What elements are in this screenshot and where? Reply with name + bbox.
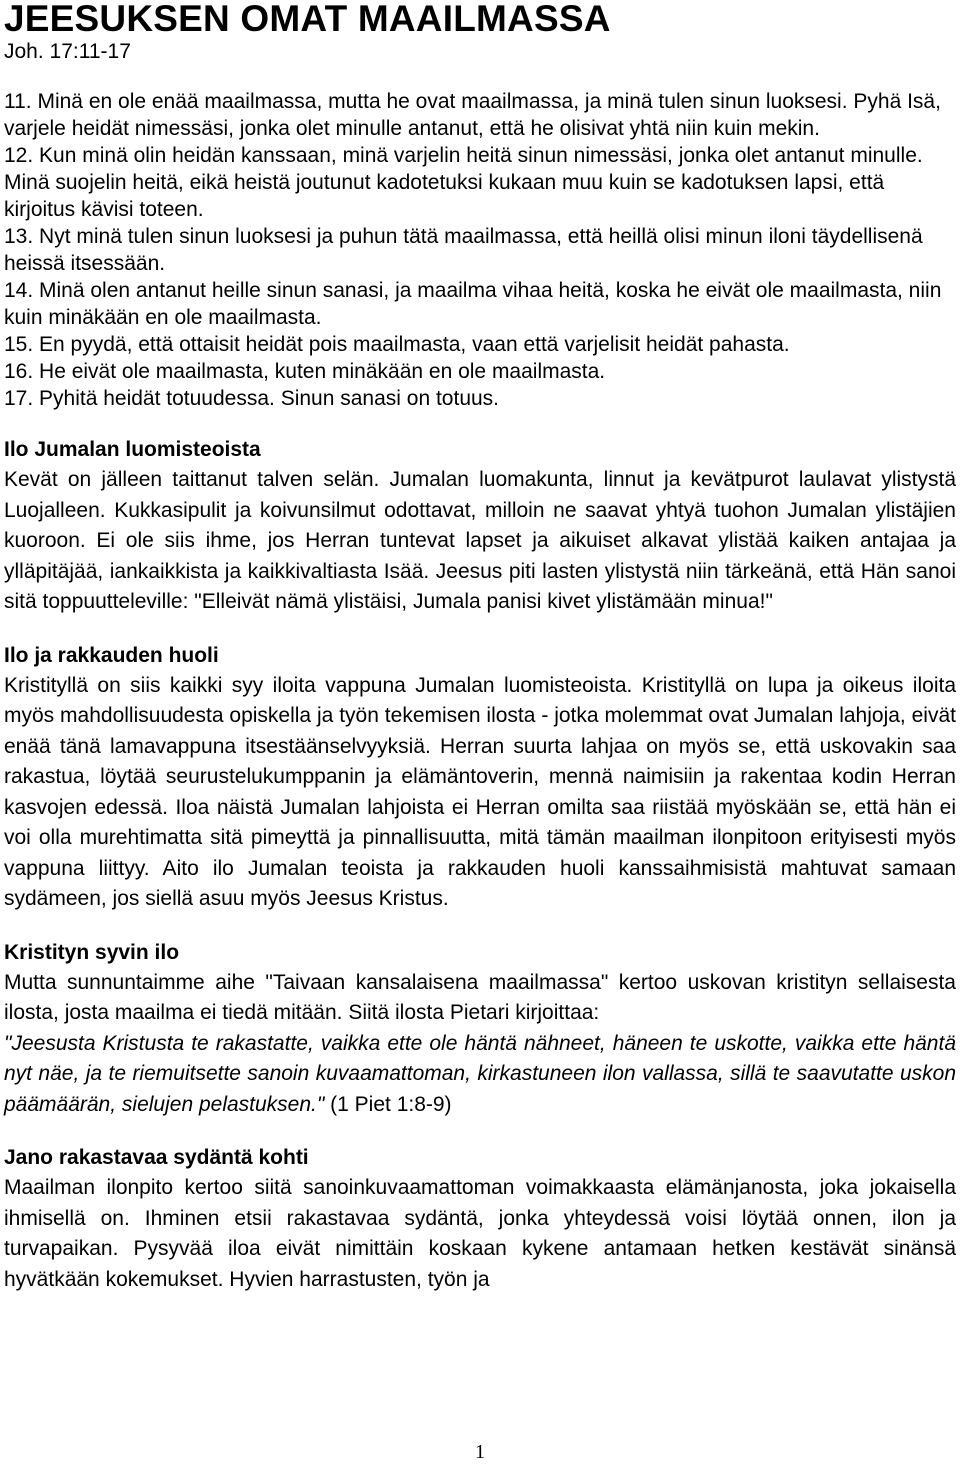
section-joy-creation <box>4 435 956 618</box>
section-heading: Ilo ja rakkauden huoli <box>4 643 219 667</box>
page-number: 1 <box>475 1441 485 1463</box>
verse-16: 16. He eivät ole maailmasta, kuten minäkään en ole maailmasta. <box>4 360 606 383</box>
bible-quote: "Jeesusta Kristusta te rakastatte, vaikka ette ole häntä nähneet, häneen te uskotte, vaikka ette häntä nyt näe, ja te riemuitsette sanoin kuvaamattoman, kirkastuneen ilon vallassa, sillä te saavutatte uskon päämäärän, sielujen pelastuksen." <box>4 1031 956 1116</box>
section-text: Mutta sunnuntaimme aihe "Taivaan kansalaisena maailmassa" kertoo uskovan kristityn sellaisesta ilosta, josta maailma ei tiedä mitään. Siitä ilosta Pietari kirjoittaa: <box>4 970 956 1024</box>
quote-citation: (1 Piet 1:8-9) <box>324 1092 452 1116</box>
document-title: JEESUKSEN OMAT MAAILMASSA <box>4 0 611 39</box>
verse-12: 12. Kun minä olin heidän kanssaan, minä varjelin heitä sinun nimessäsi, jonka olet antanut minulle. Minä suojelin heitä, eikä heistä joutunut kadotetuksi kukaan muu kuin se kadotuksen lapsi, että kirjoitus kävisi toteen. <box>4 144 923 221</box>
section-deepest-joy <box>4 938 956 1121</box>
section-heading: Jano rakastavaa sydäntä kohti <box>4 1146 309 1169</box>
section-text: Maailman ilonpito kertoo siitä sanoinkuvaamattoman voimakkaasta elämänjanosta, joka jokaisella ihmisellä on. Ihminen etsii rakastavaa sydäntä, jonka yhteydessä voisi löytää onnen, ilon ja turvapaikan. Pysyvää iloa eivät nimittäin koskaan kykene antamaan hetken kestävät sinänsä hyvätkään kokemukset. Hyvien harrastusten, työn ja <box>4 1176 956 1291</box>
verse-14: 14. Minä olen antanut heille sinun sanasi, ja maailma vihaa heitä, koska he eivät ole maailmasta, niin kuin minäkään en ole maailmasta. <box>4 279 942 329</box>
section-text: Kevät on jälleen taittanut talven selän. Jumalan luomakunta, linnut ja kevätpurot laulavat ylistystä Luojalleen. Kukkasipulit ja koivunsilmut odottavat, milloin ne saavat yhtyä tuohon Jumalan ylistäjien kuoroon. Ei ole siis ihme, jos Herran tuntevat lapset ja aikuiset alkavat ylistää kaiken antajaa ja ylläpitäjää, iankaikkista ja kaikkivaltiasta Isää. Jeesus piti lasten ylistystä niin tärkeänä, että Hän sanoi sitä toppuutteleville: "Elleivät nämä ylistäisi, Jumala panisi kivet ylistämään minua!" <box>4 468 956 613</box>
scripture-reference: Joh. 17:11-17 <box>4 40 131 63</box>
verse-15: 15. En pyydä, että ottaisit heidät pois maailmasta, vaan että varjelisit heidät pahasta. <box>4 333 790 356</box>
document-page <box>4 0 956 1318</box>
section-thirst <box>4 1143 956 1295</box>
section-text: Kristityllä on siis kaikki syy iloita vappuna Jumalan luomisteoista. Kristityllä on lupa ja oikeus iloita myös mahdollisuudesta opiskella ja työn tekemisen ilosta - jotka molemmat ovat Jumalan lahjoja, eivät enää tänä lamavappuna itsestäänselvyyksiä. Herran suurta lahjaa on myös se, että uskovakin saa rakastua, löytää seurustelukumppanin ja elämäntoverin, mennä naimisiin ja rakentaa kodin Herran kasvojen edessä. Iloa näistä Jumalan lahjoista ei Herran omilta saa riistää myöskään se, että hän ei voi olla murehtimatta sitä pimeyttä ja pinnallisuutta, mitä tämän maailman ilonpitoon erityisesti myös vappuna liittyy. Aito ilo Jumalan teoista ja rakkauden huoli kanssaihmisistä mahtuvat samaan sydämeen, jos siellä asuu myös Jeesus Kristus. <box>4 673 956 910</box>
verse-13: 13. Nyt minä tulen sinun luoksesi ja puhun tätä maailmassa, että heillä olisi minun iloni täydellisenä heissä itsessään. <box>4 225 923 275</box>
verse-11: 11. Minä en ole enää maailmassa, mutta he ovat maailmassa, ja minä tulen sinun luoksesi. Pyhä Isä, varjele heidät nimessäsi, jonka olet minulle antanut, että he olisivat yhtä niin kuin mekin. <box>4 90 941 140</box>
verse-17: 17. Pyhitä heidät totuudessa. Sinun sanasi on totuus. <box>4 387 500 410</box>
verse-list <box>4 88 956 412</box>
section-joy-love <box>4 641 956 915</box>
section-heading: Kristityn syvin ilo <box>4 940 180 964</box>
section-heading: Ilo Jumalan luomisteoista <box>4 438 261 461</box>
section-text-with-quote <box>4 968 956 1121</box>
